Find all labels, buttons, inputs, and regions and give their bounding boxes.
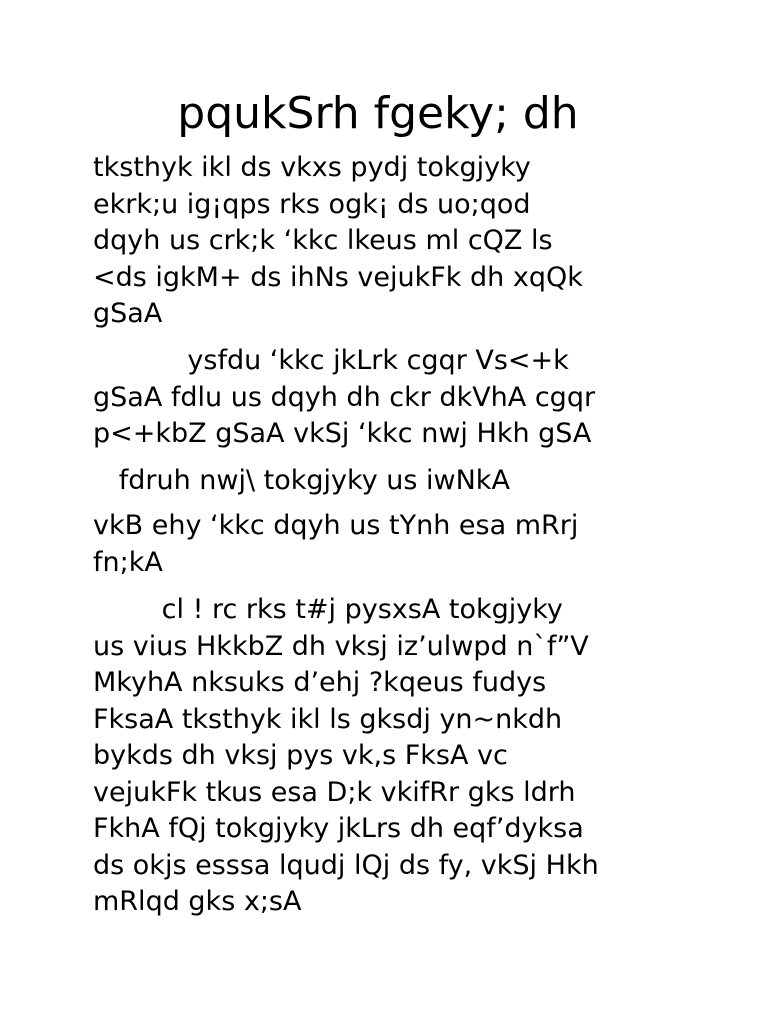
- paragraph-3: [93, 463, 713, 500]
- text-line: MkyhA nksuks d’ehj ?kqeus fudys: [93, 667, 547, 698]
- text-line: mRlqd gks x;sA: [93, 886, 302, 917]
- text-line: gSaA: [93, 298, 163, 329]
- text-line: ysfdu ‘kkc jkLrk cgqr Vs<+k: [93, 345, 569, 376]
- text-line: fn;kA: [93, 546, 163, 578]
- text-line: FkhA fQj tokgjyky jkLrs dh eqf’dyksa: [93, 813, 584, 844]
- text-line: tksthyk ikl ds vkxs pydj tokgjyky: [93, 152, 531, 183]
- text-line: ds okjs esssa lqudj lQj ds fy, vkSj Hkh: [93, 849, 599, 881]
- text-line: fdruh nwj\ tokgjyky us iwNkA: [93, 465, 510, 496]
- paragraph-4: [93, 508, 713, 581]
- text-line: vejukFk tkus esa D;k vkifRr gks ldrh: [93, 776, 576, 808]
- text-line: p<+kbZ gSaA vkSj ‘kkc nwj Hkh gSA: [93, 418, 592, 449]
- text-line: ekrk;u ig¡qps rks ogk¡ ds uo;qod: [93, 188, 531, 220]
- paragraph-1: [93, 150, 713, 333]
- text-line: gSaA fdlu us dqyh dh ckr dkVhA cgqr: [93, 381, 596, 413]
- text-line: FksaA tksthyk ikl ls gksdj yn~nkdh: [93, 703, 563, 735]
- text-line: vkB ehy ‘kkc dqyh us tYnh esa mRrj: [93, 510, 579, 541]
- text-line: bykds dh vksj pys vk,s FksA vc: [93, 740, 508, 771]
- page-title: pqukSrh fgeky; dh: [177, 88, 579, 139]
- text-line: cl ! rc rks t#j pysxsA tokgjyky: [93, 594, 563, 625]
- text-line: <ds igkM+ ds ihNs vejukFk dh xqQk: [93, 261, 583, 293]
- paragraph-5: [93, 592, 713, 921]
- paragraph-2: [93, 343, 713, 453]
- text-line: dqyh us crk;k ‘kkc lkeus ml cQZ ls: [93, 225, 553, 256]
- text-line: us vius HkkbZ dh vksj iz’ulwpd n`f”V: [93, 630, 589, 662]
